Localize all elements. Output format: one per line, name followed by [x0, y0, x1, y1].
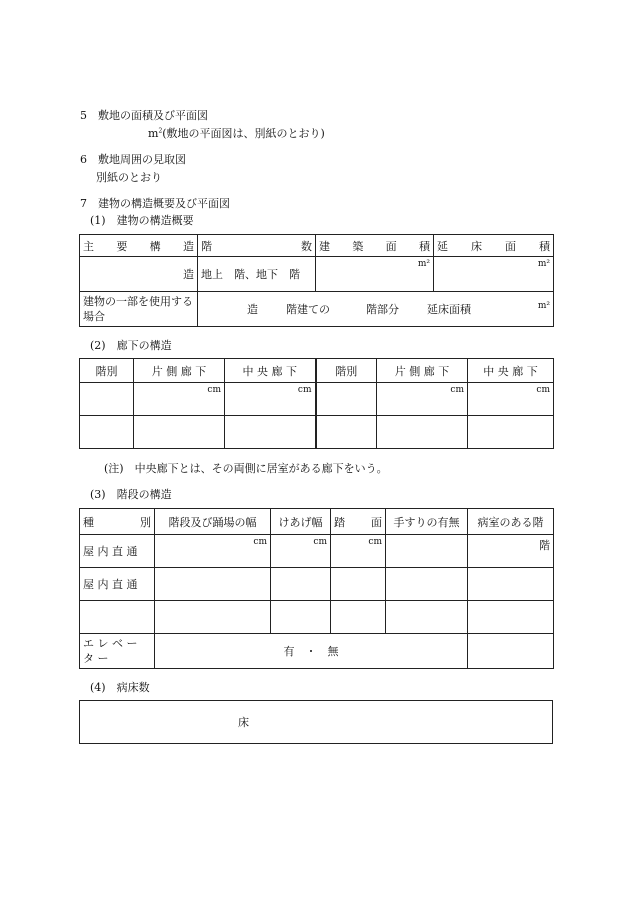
header-center-corridor-1: 中 央 廊 下: [225, 359, 316, 383]
cell: [271, 601, 331, 634]
header-ward-floor: 病室のある階: [468, 509, 554, 535]
cell-unit: cm: [468, 383, 554, 416]
table4-title: (4) 病床数: [90, 681, 150, 694]
area-note: (敷地の平面図は、別紙のとおり): [162, 127, 325, 140]
header-handrail: 手すりの有無: [386, 509, 468, 535]
cell: [468, 568, 554, 601]
cell-unit: cm: [134, 383, 225, 416]
cell: [155, 568, 271, 601]
partial-use-value: 造 階建ての 階部分 延床面積 m²: [198, 292, 554, 327]
section-6-body: 別紙のとおり: [96, 171, 162, 184]
table2-title: (2) 廊下の構造: [90, 339, 172, 352]
cell: [155, 601, 271, 634]
cell: [386, 601, 468, 634]
header-floor-area: 延 床 面 積: [434, 235, 554, 257]
section-7-heading: 7 建物の構造概要及び平面図: [80, 197, 230, 210]
cell: [386, 535, 468, 568]
cell: [271, 568, 331, 601]
header-floor-2: 階別: [316, 359, 377, 383]
header-riser: けあげ幅: [271, 509, 331, 535]
cell: [80, 416, 134, 449]
section-6-heading: 6 敷地周囲の見取図: [80, 153, 186, 166]
header-single-corridor-2: 片 側 廊 下: [377, 359, 468, 383]
cell-unit: cm: [331, 535, 386, 568]
site-area-line: [148, 125, 325, 141]
cell: [468, 601, 554, 634]
cell: [386, 568, 468, 601]
header-stair-width: 階段及び踊場の幅: [155, 509, 271, 535]
row-label-indoor-1: 屋 内 直 通: [80, 535, 155, 568]
floor-area-value: m²: [434, 257, 554, 292]
cell-unit: cm: [377, 383, 468, 416]
cell: [80, 383, 134, 416]
stairs-table: [79, 508, 554, 669]
bed-count-value: 床: [80, 701, 553, 744]
corridor-table: [79, 358, 554, 449]
partial-use-label: 建物の一部を使用する場合: [80, 292, 198, 327]
row-label-elevator: エ レ ベ ー タ ー: [80, 634, 155, 669]
header-center-corridor-2: 中 央 廊 下: [468, 359, 554, 383]
cell-unit: cm: [225, 383, 316, 416]
cell: [316, 383, 377, 416]
elevator-value: 有 ・ 無: [155, 634, 468, 669]
header-building-area: 建 築 面 積: [316, 235, 434, 257]
cell: [316, 416, 377, 449]
cell: [80, 601, 155, 634]
floors-value: 地上 階、地下 階: [198, 257, 316, 292]
cell-floor-unit: 階: [468, 535, 554, 568]
cell: [331, 601, 386, 634]
cell: [225, 416, 316, 449]
cell: [377, 416, 468, 449]
table1-title: (1) 建物の構造概要: [90, 214, 194, 227]
cell: [468, 416, 554, 449]
section-5-heading: 5 敷地の面積及び平面図: [80, 109, 208, 122]
cell: [331, 568, 386, 601]
header-tread: 踏 面: [331, 509, 386, 535]
area-unit: m: [148, 127, 159, 140]
header-single-corridor-1: 片 側 廊 下: [134, 359, 225, 383]
row-label-indoor-2: 屋 内 直 通: [80, 568, 155, 601]
header-type: 種 別: [80, 509, 155, 535]
cell: [468, 634, 554, 669]
structure-value: 造: [80, 257, 198, 292]
header-floors: 階 数: [198, 235, 316, 257]
beds-table: [79, 700, 553, 744]
building-structure-table: [79, 234, 554, 327]
building-area-value: m²: [316, 257, 434, 292]
cell-unit: cm: [271, 535, 331, 568]
header-floor-1: 階別: [80, 359, 134, 383]
cell: [134, 416, 225, 449]
corridor-note: (注) 中央廊下とは、その両側に居室がある廊下をいう。: [104, 462, 388, 475]
area-unit-exponent: 2: [158, 127, 163, 135]
table3-title: (3) 階段の構造: [90, 488, 172, 501]
cell-unit: cm: [155, 535, 271, 568]
header-main-structure: 主 要 構 造: [80, 235, 198, 257]
